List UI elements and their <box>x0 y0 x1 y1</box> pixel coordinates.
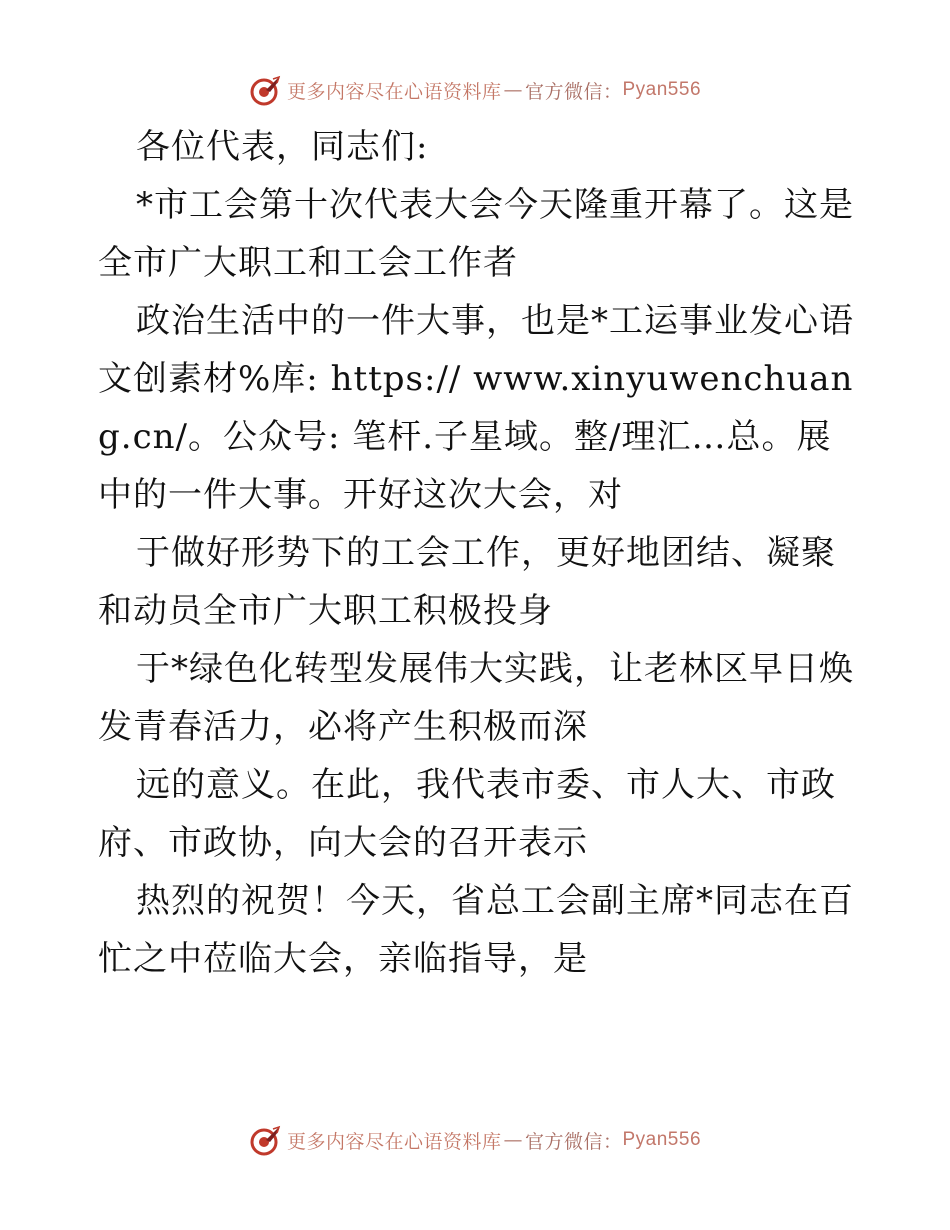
paragraph: 于*绿色化转型发展伟大实践，让老林区早日焕发青春活力，必将产生积极而深 <box>98 649 854 747</box>
banner-account: Pyan556 <box>622 79 702 100</box>
quill-logo-icon <box>249 1123 283 1157</box>
document-body <box>98 118 858 988</box>
paragraph: *市工会第十次代表大会今天隆重开幕了。这是全市广大职工和工会工作者 <box>98 185 854 283</box>
paragraph-salutation: 各位代表，同志们: <box>136 127 429 167</box>
banner-site-text: 更多内容尽在心语资料库 <box>286 1130 502 1153</box>
paragraph: 政治生活中的一件大事，也是*工运事业发心语文创素材%库: https:// www.xinyuwenchuang.cn/。公众号: 笔杆.子星域。整/理汇…总。展中的一件大事。开好这次大会，对 <box>98 301 854 515</box>
footer-banner <box>0 1120 950 1160</box>
banner-wechat-label: 官方微信： <box>524 80 623 103</box>
banner-dash: — <box>503 1129 523 1151</box>
paragraph: 于做好形势下的工会工作，更好地团结、凝聚和动员全市广大职工积极投身 <box>98 533 836 631</box>
quill-logo-icon <box>249 73 283 107</box>
paragraph: 远的意义。在此，我代表市委、市人大、市政府、市政协，向大会的召开表示 <box>98 765 836 863</box>
banner-account: Pyan556 <box>622 1129 702 1150</box>
banner-wechat-label: 官方微信： <box>524 1130 623 1153</box>
header-banner <box>0 70 950 110</box>
paragraph: 热烈的祝贺！今天，省总工会副主席*同志在百忙之中莅临大会，亲临指导，是 <box>98 881 854 979</box>
banner-dash: — <box>503 79 523 101</box>
banner-site-text: 更多内容尽在心语资料库 <box>286 80 502 103</box>
